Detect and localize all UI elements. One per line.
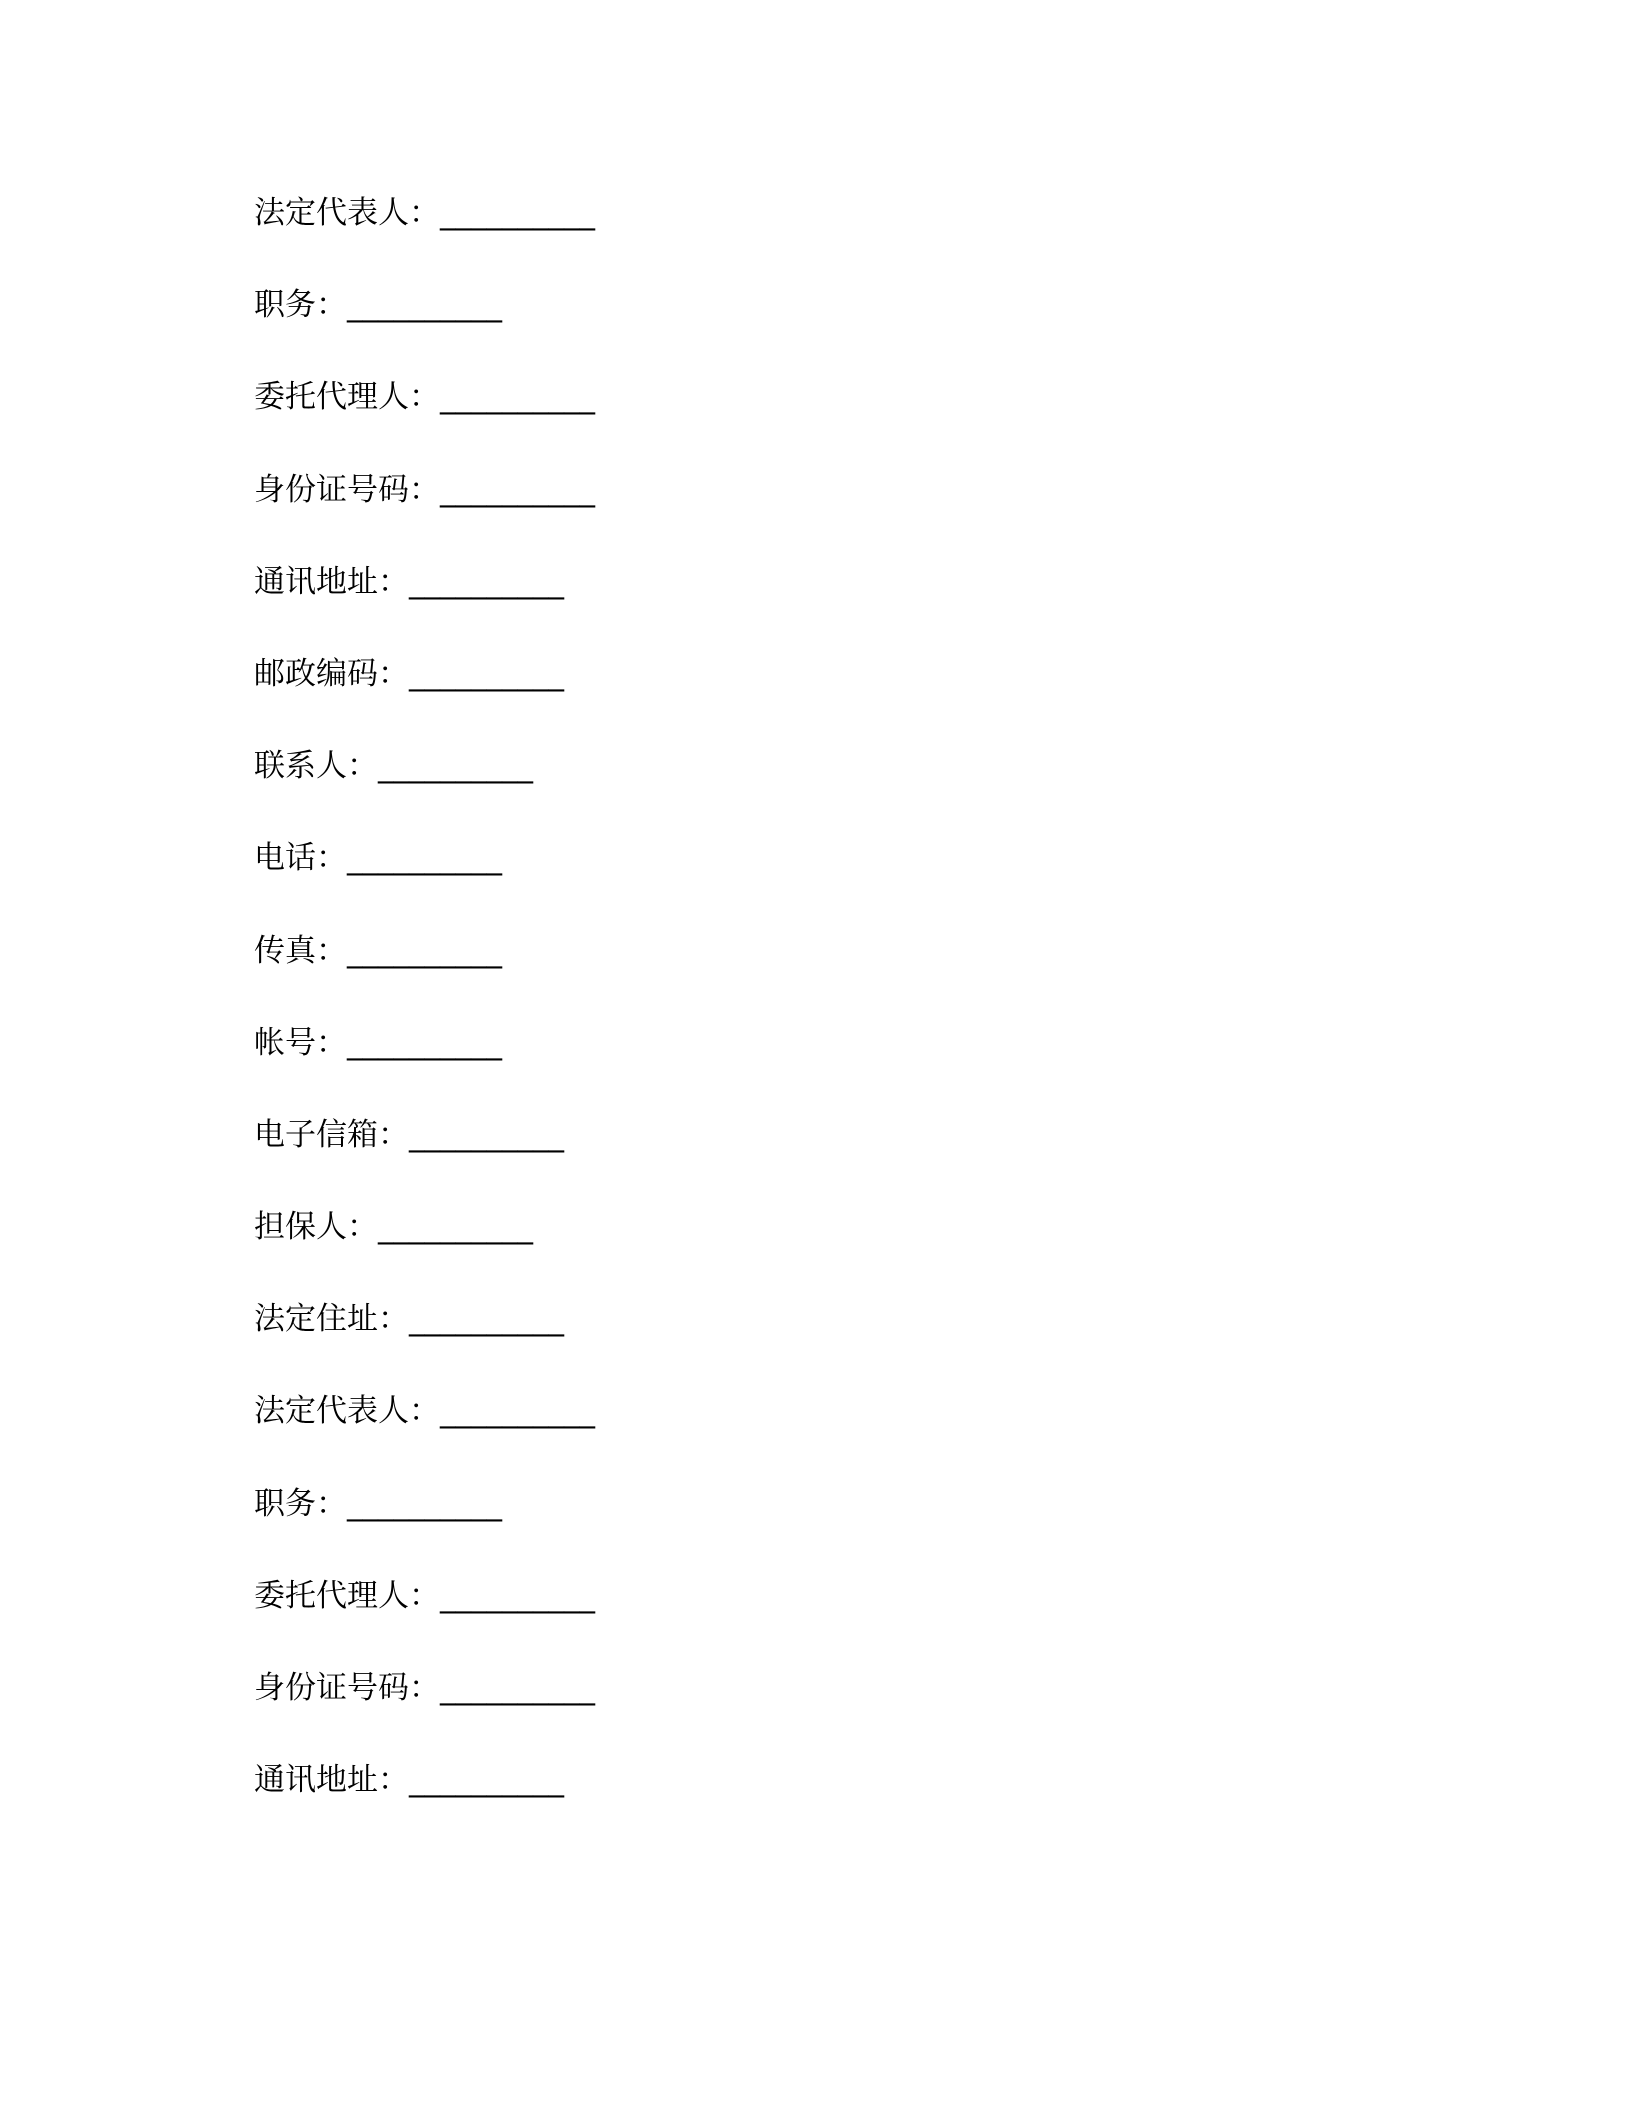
- field-id-number: [254, 467, 1374, 559]
- field-label: 职务：: [254, 287, 347, 324]
- field-guarantor: [254, 1204, 1374, 1296]
- field-authorized-agent: [254, 374, 1374, 466]
- field-blank: __________: [347, 1024, 502, 1061]
- field-mailing-address: [254, 559, 1374, 651]
- field-position: [254, 282, 1374, 374]
- field-fax: [254, 928, 1374, 1020]
- field-blank: __________: [440, 471, 595, 508]
- field-postal-code: [254, 651, 1374, 743]
- field-blank: __________: [378, 748, 533, 785]
- field-blank: __________: [409, 1762, 564, 1799]
- field-legal-address: [254, 1296, 1374, 1388]
- field-blank: __________: [378, 1209, 533, 1246]
- field-phone: [254, 835, 1374, 927]
- field-blank: __________: [440, 195, 595, 231]
- field-label: 传真：: [254, 932, 347, 969]
- field-label: 法定住址：: [254, 1301, 409, 1338]
- field-blank: __________: [440, 379, 595, 416]
- field-label: 委托代理人：: [254, 1577, 440, 1614]
- field-guarantor-authorized-agent: [254, 1573, 1374, 1665]
- field-blank: __________: [347, 287, 502, 324]
- field-contact-person: [254, 743, 1374, 835]
- field-blank: __________: [440, 1393, 595, 1430]
- field-email: [254, 1112, 1374, 1204]
- field-label: 通讯地址：: [254, 563, 409, 600]
- field-label: 职务：: [254, 1485, 347, 1522]
- field-label: 委托代理人：: [254, 379, 440, 416]
- field-blank: __________: [347, 1485, 502, 1522]
- field-label: 邮政编码：: [254, 655, 409, 692]
- field-guarantor-position: [254, 1481, 1374, 1573]
- field-label: 电子信箱：: [254, 1116, 409, 1153]
- field-guarantor-legal-representative: [254, 1388, 1374, 1480]
- field-blank: __________: [409, 655, 564, 692]
- field-label: 身份证号码：: [254, 471, 440, 508]
- field-label: 联系人：: [254, 748, 378, 785]
- field-label: 电话：: [254, 840, 347, 877]
- field-label: 法定代表人：: [254, 195, 440, 231]
- field-label: 法定代表人：: [254, 1393, 440, 1430]
- field-label: 通讯地址：: [254, 1762, 409, 1799]
- contract-party-fields: [254, 190, 1374, 1849]
- field-label: 担保人：: [254, 1209, 378, 1246]
- field-blank: __________: [409, 563, 564, 600]
- field-label: 帐号：: [254, 1024, 347, 1061]
- field-guarantor-id-number: [254, 1665, 1374, 1757]
- field-blank: __________: [409, 1116, 564, 1153]
- field-guarantor-mailing-address: [254, 1757, 1374, 1849]
- field-label: 身份证号码：: [254, 1670, 440, 1706]
- field-blank: __________: [347, 932, 502, 969]
- field-legal-representative: [254, 190, 1374, 282]
- field-blank: __________: [440, 1670, 595, 1706]
- field-blank: __________: [347, 840, 502, 877]
- field-account-number: [254, 1020, 1374, 1112]
- field-blank: __________: [409, 1301, 564, 1338]
- field-blank: __________: [440, 1577, 595, 1614]
